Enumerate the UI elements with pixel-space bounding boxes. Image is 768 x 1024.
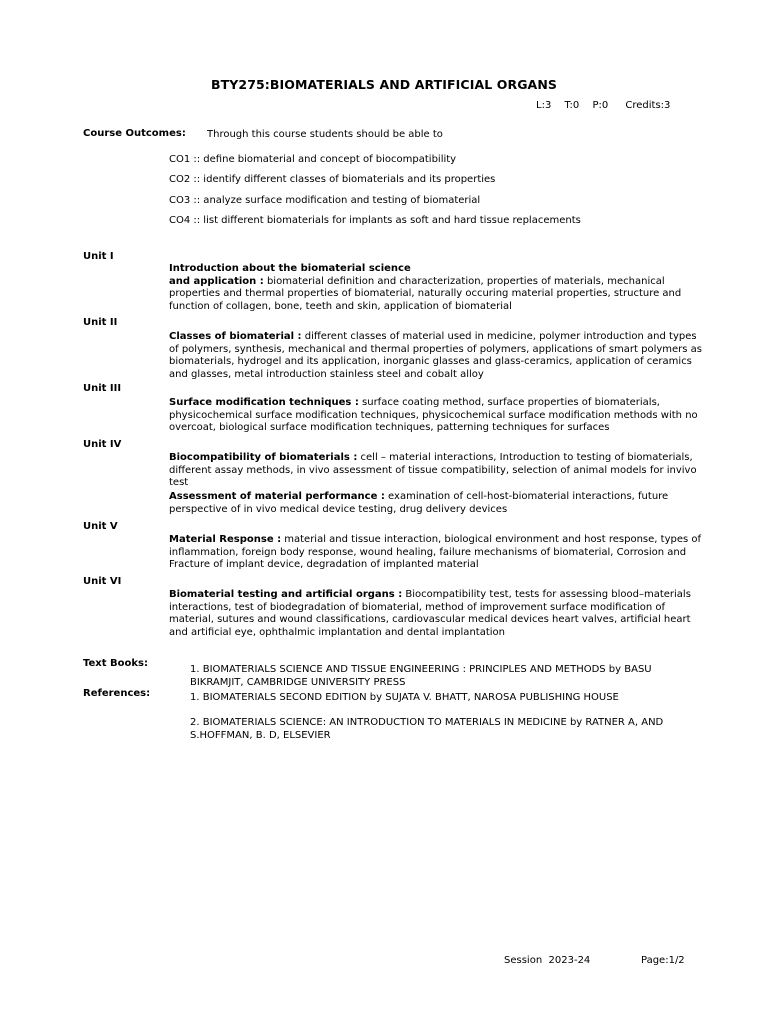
- topic-text: biomaterial definition and characterization, properties of materials, mechanical properties and thermal properties of biomaterial, naturally occuring material properties, structure and function of collagen, bone, teeth and skin, application of biomaterial: [169, 275, 682, 312]
- topic-heading: Biomaterial testing and artificial organs :: [169, 589, 403, 600]
- unit-content: [169, 534, 704, 572]
- topic-text: examination of cell-host-biomaterial interactions, future perspective of in vivo medical device testing, drug delivery devices: [169, 491, 669, 515]
- course-outcome-item: CO4 :: list different biomaterials for implants as soft and hard tissue replacements: [169, 215, 581, 226]
- course-outcome-item: CO1 :: define biomaterial and concept of biocompatibility: [169, 154, 457, 165]
- text-books-label: Text Books:: [83, 658, 148, 669]
- unit-label: Unit IV: [83, 439, 122, 450]
- credit-structure: [536, 100, 670, 111]
- topic-heading: Surface modification techniques :: [169, 397, 359, 408]
- topic-paragraph: [169, 452, 704, 490]
- unit-label: Unit I: [83, 251, 114, 262]
- unit-content: [169, 452, 704, 490]
- topic-paragraph: [169, 397, 704, 435]
- topic-paragraph: [169, 534, 704, 572]
- unit-content: [169, 589, 704, 639]
- practical-hours: P:0: [592, 100, 609, 111]
- topic-heading: Assessment of material performance :: [169, 491, 385, 502]
- lecture-hours: L:3: [536, 100, 552, 111]
- reference-item: 2. BIOMATERIALS SCIENCE: AN INTRODUCTION TO MATERIALS IN MEDICINE by RATNER A, AND S.HOFFMAN, B. D, ELSEVIER: [190, 717, 664, 741]
- unit-content: [169, 491, 704, 516]
- unit-label: Unit II: [83, 317, 118, 328]
- topic-paragraph: [169, 276, 704, 314]
- course-outcomes-intro: Through this course students should be able to: [207, 129, 443, 140]
- topic-text: different classes of material used in medicine, polymer introduction and types of polymers, synthesis, mechanical and thermal properties of polymers, applications of smart polymers as biomaterials, hydrogel and its application, inorganic glasses and glass-ceramics, application of ceramics and glasses, metal introduction stainless steel and cobalt alloy: [169, 331, 703, 380]
- credits-value: Credits:3: [625, 100, 671, 111]
- course-outcomes-label: Course Outcomes:: [83, 128, 186, 139]
- unit-content: [169, 397, 704, 435]
- course-outcome-item: CO3 :: analyze surface modification and testing of biomaterial: [169, 195, 481, 206]
- topic-text: material and tissue interaction, biological environment and host response, types of inflammation, foreign body response, wound healing, failure mechanisms of biomaterial, Corrosion and Fracture of implant device, degradation of implanted material: [169, 534, 702, 570]
- references-label: References:: [83, 688, 151, 699]
- topic-heading: and application :: [169, 275, 264, 287]
- topic-paragraph: [169, 589, 704, 639]
- topic-heading: Material Response :: [169, 534, 282, 545]
- topic-paragraph: [169, 491, 704, 516]
- unit-label: Unit III: [83, 383, 122, 394]
- topic-text: surface coating method, surface properties of biomaterials, physicochemical surface modification techniques, physicochemical surface modification methods with no overcoat, biological surface modification techniques, patterning techniques for surfaces: [169, 397, 698, 433]
- course-title: BTY275:BIOMATERIALS AND ARTIFICIAL ORGANS: [210, 77, 557, 92]
- reference-item: 1. BIOMATERIALS SECOND EDITION by SUJATA V. BHATT, NAROSA PUBLISHING HOUSE: [190, 692, 619, 703]
- topic-heading: Classes of biomaterial :: [169, 331, 302, 342]
- unit-content: [169, 263, 704, 313]
- topic-text: Biocompatibility test, tests for assessing blood–materials interactions, test of biodegradation of biomaterial, method of improvement surface modification of material, sutures and wound classifications, cardiovascular medical devices heart valves, artificial heart and artificial eye, ophthalmic implantation and dental implantation: [169, 589, 691, 638]
- page-number: Page:1/2: [641, 955, 685, 966]
- topic-heading: Biocompatibility of biomaterials :: [169, 452, 358, 463]
- unit-content: [169, 331, 704, 381]
- topic-heading: Introduction about the biomaterial science: [169, 263, 411, 274]
- topic-paragraph: [169, 331, 704, 381]
- tutorial-hours: T:0: [564, 100, 580, 111]
- text-book-item: 1. BIOMATERIALS SCIENCE AND TISSUE ENGINEERING : PRINCIPLES AND METHODS by BASU BIKRAMJIT, CAMBRIDGE UNIVERSITY PRESS: [190, 664, 652, 688]
- course-outcome-item: CO2 :: identify different classes of biomaterials and its properties: [169, 174, 496, 185]
- unit-label: Unit V: [83, 521, 118, 532]
- unit-label: Unit VI: [83, 576, 122, 587]
- topic-text: cell – material interactions, Introduction to testing of biomaterials, different assay methods, in vivo assessment of tissue compatibility, selection of animal models for invivo test: [169, 452, 697, 488]
- session-label: Session 2023-24: [504, 955, 591, 966]
